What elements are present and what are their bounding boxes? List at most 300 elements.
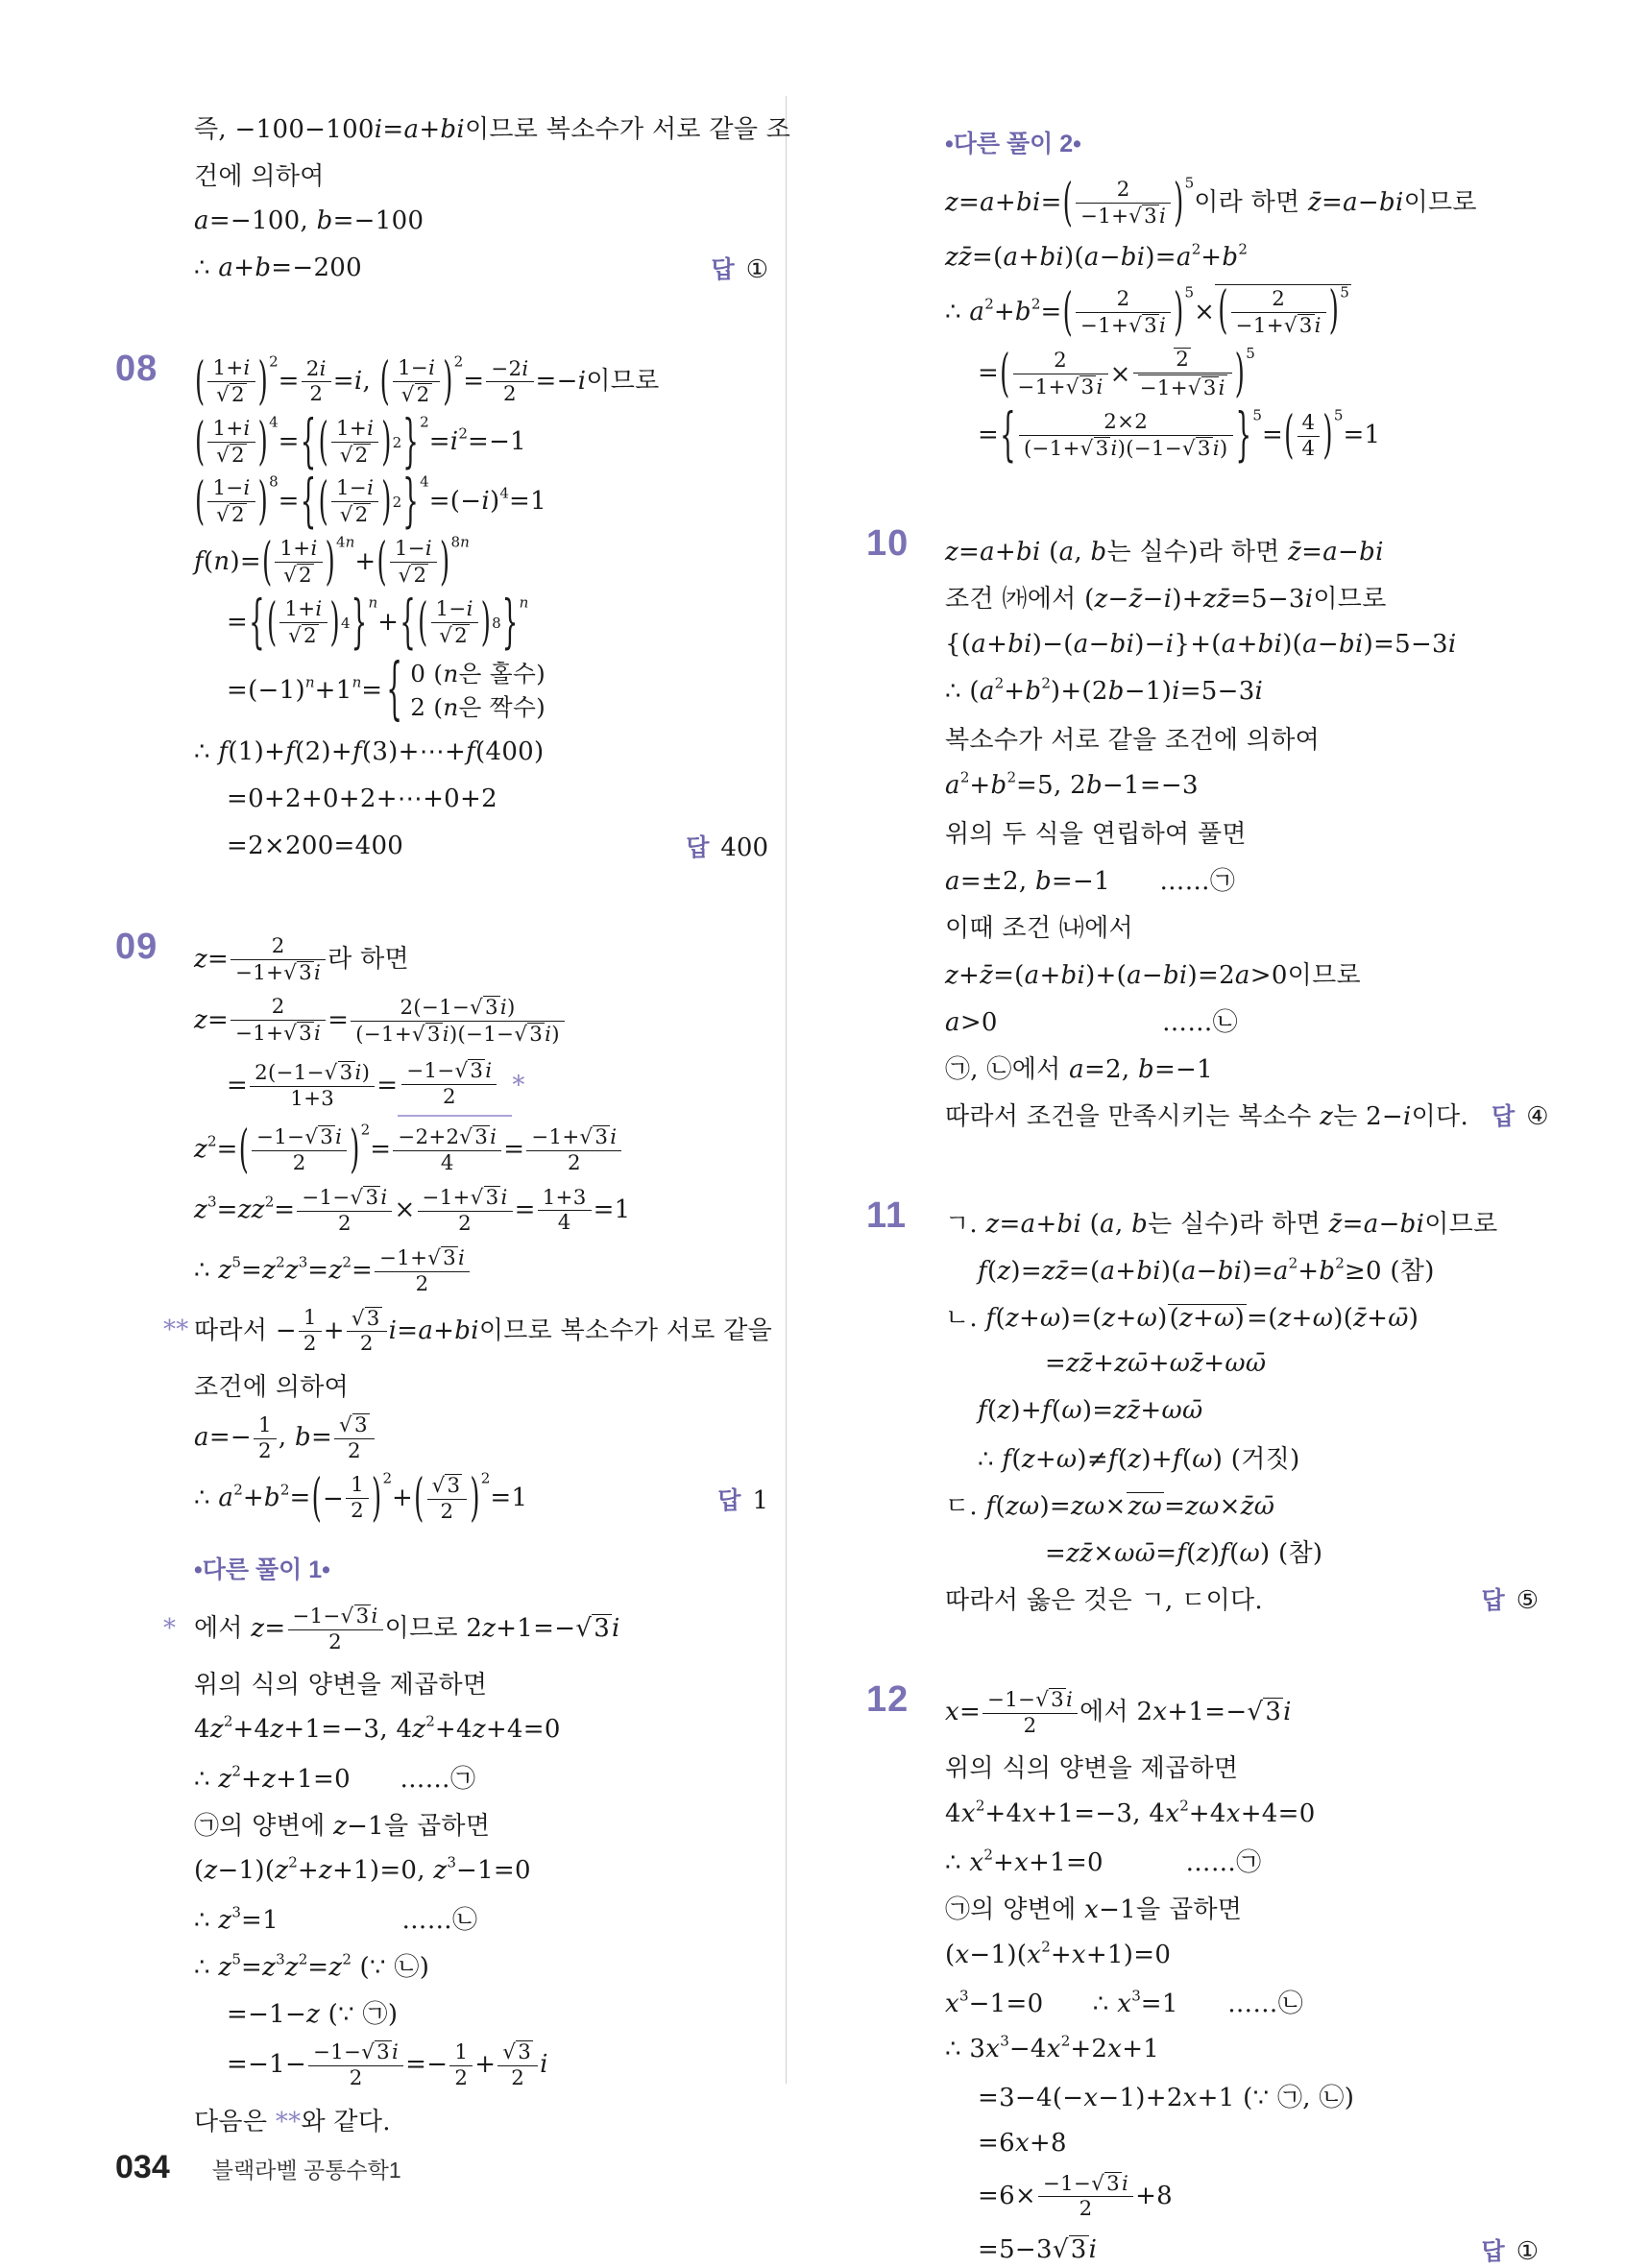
solution-line — [945, 174, 1539, 233]
overline: 3 — [594, 1613, 611, 1643]
solution-line — [945, 765, 1539, 806]
overline: 3 — [299, 961, 313, 986]
superscript: 2 — [994, 674, 1005, 692]
superscript: n — [304, 673, 315, 691]
solution-line — [194, 154, 768, 194]
superscript: 3 — [207, 1193, 217, 1211]
answer-label: 답 — [717, 1486, 741, 1514]
fraction: √3 2 — [427, 1474, 468, 1524]
math-expression: ∴ $x^2+x+1=0$ ……㉠ — [945, 1846, 1262, 1878]
fraction: $\frac{1+3}{4}$ — [538, 1187, 592, 1236]
superscript: 3 — [1131, 1987, 1141, 2005]
overline: 3 — [485, 995, 498, 1020]
overline: 2 — [354, 443, 369, 468]
overline: 3 — [594, 1125, 609, 1150]
solution-line — [194, 1121, 768, 1180]
fraction: 1−i √2 — [390, 538, 437, 588]
superscript: 2 — [1191, 240, 1201, 258]
solution-line — [945, 2029, 1539, 2069]
overline: 3 — [443, 1245, 457, 1270]
problem-number: 12 — [866, 1678, 910, 1720]
solution-line — [194, 1709, 768, 1749]
math-expression: 조건 ㈎에서 (z−z̄−i)+zz̄=5−3i이므로 — [945, 585, 1387, 615]
superscript: 4n — [336, 533, 355, 551]
math-expression: z= $\frac{2}{-1+√3i}$ = $\frac{2(-1-√3i)}{(-1+√3i)(-1-√3i)}$ — [194, 994, 567, 1049]
solution-line — [945, 1484, 1539, 1525]
solution-line — [945, 671, 1539, 712]
solution-line — [945, 624, 1539, 664]
fraction: $\frac{1}{2}$ — [299, 1307, 322, 1356]
math-expression: $f(z)=zz̄=(a+bi)(a-bi)=a^2+b^2\ge 0$ (참) — [978, 1255, 1435, 1287]
solution-line — [945, 1747, 1539, 1787]
solution-line — [194, 590, 768, 657]
solution-block — [866, 522, 1549, 1142]
math-expression: {(a+bi)−(a−bi)−i}+(a+bi)(a−bi)=5−3i — [945, 629, 1457, 659]
solution-line — [194, 933, 768, 987]
math-expression: ∴ $(a^2+b^2)+(2b-1)i=5-3i$ — [945, 674, 1264, 706]
brace-group: { ( 1+i √2 ) 4 } — [249, 590, 368, 657]
answer-label: 답 — [1481, 2238, 1505, 2266]
fraction: 2 −1+√3i — [1231, 288, 1326, 338]
fraction: $\frac{-1-√3i}{2}$ — [401, 1059, 497, 1109]
solution-line — [194, 248, 768, 288]
solution-line — [945, 1841, 1539, 1881]
problem-number-cell — [866, 100, 945, 470]
answer — [1459, 2232, 1539, 2267]
math-expression: =3−4(−x−1)+2x+1 (∵ ㉠, ㉡) — [978, 2084, 1355, 2113]
superscript: 2 — [1041, 1938, 1051, 1956]
math-expression: ㄴ. f(z+ω)=(z+ω)(z+ω)=(z+ω)(z̄+ω̄) — [945, 1304, 1419, 1334]
paren-group: ( 1−i √2 ) — [418, 592, 492, 653]
problem-number-cell — [115, 349, 194, 873]
solution-line — [945, 1048, 1539, 1088]
solution-line — [945, 1794, 1539, 1834]
solution-line — [194, 1055, 768, 1118]
fraction: 1+i √2 — [279, 598, 327, 648]
solution-block — [115, 349, 768, 873]
overline: 2 — [413, 564, 427, 589]
overline: 3 — [1095, 437, 1109, 462]
paren-group: ( 2 −1+√3i ) — [1218, 281, 1340, 341]
solution-line — [194, 651, 768, 730]
brace-group: { ( 1−i √2 ) 2 } — [300, 469, 420, 536]
math-expression: ㄷ. f(zω)=zω×zω=zω×z̄ω̄ — [945, 1492, 1275, 1522]
overline: 3 — [470, 1058, 484, 1083]
solution-line — [945, 1532, 1539, 1572]
paren-group: ( 1+i √2 ) — [195, 352, 269, 412]
superscript: 8n — [450, 533, 470, 551]
math-expression: =5−3√3i — [978, 2235, 1098, 2265]
solution-line — [945, 1095, 1549, 1135]
solution-body — [194, 100, 791, 295]
overline: 3 — [1106, 2171, 1120, 2196]
superscript: 2 — [264, 1193, 275, 1211]
solution-line — [945, 2076, 1539, 2116]
solution-body — [945, 1679, 1539, 2268]
fraction: $\frac{2}{-1+√3i}$ — [230, 996, 326, 1046]
math-expression: * 에서 z= $\frac{-1-√3i}{2}$ 이므로 2z+1=−√3i — [163, 1604, 620, 1654]
superscript: 4 — [499, 485, 509, 502]
paren-group: ( 1−i √2 ) — [195, 472, 269, 533]
solution-line — [945, 2230, 1539, 2268]
paren-group: ( 1−i √2 ) — [379, 352, 453, 412]
paren-group: ( 1+i √2 ) — [318, 412, 392, 472]
math-expression: = $\frac{2(-1-√3i)}{1+3}$ = $\frac{-1-√3i}{2}$ * — [227, 1055, 525, 1118]
problem-number-cell — [115, 100, 194, 295]
superscript: 2 — [1288, 1255, 1298, 1273]
fraction: $\frac{-1-√3i}{2}$ — [288, 1604, 383, 1654]
superscript: 2 — [269, 352, 279, 371]
superscript: 5 — [1184, 283, 1195, 302]
math-expression: ∴ $z^2+z+1=0$ ……㉠ — [194, 1762, 476, 1794]
solution-line — [194, 1244, 768, 1298]
math-expression: = { 2×2 (−1+√3i)(−1−√3i) } $^5$= ( 4 4 ) $^5$=1 — [978, 402, 1381, 470]
overline — [1215, 281, 1351, 341]
solution-body — [194, 349, 768, 873]
solution-line — [945, 1343, 1539, 1384]
math-expression: 즉, −100−100i=a+bi이므로 복소수가 서로 같을 조 — [194, 114, 791, 144]
solution-line — [194, 1662, 768, 1702]
answer-value: ⑤ — [1516, 1585, 1539, 1615]
solution-line — [945, 1202, 1539, 1243]
solution-body — [945, 1195, 1539, 1626]
answer — [1459, 1581, 1539, 1616]
fraction: $\frac{-1+√3i}{2}$ — [375, 1246, 470, 1296]
paren-group: ( 1+i √2 ) — [195, 412, 269, 472]
overline: (z+ω) — [1169, 1304, 1246, 1334]
answer-value: 1 — [752, 1485, 768, 1515]
solution-line — [945, 953, 1539, 994]
superscript: 2 — [1179, 1797, 1189, 1815]
math-expression: ∴ f(1)+f(2)+f(3)+⋯+f(400) — [194, 737, 545, 767]
superscript: 3 — [231, 1903, 242, 1921]
solution-body — [945, 100, 1539, 470]
overline: 2 — [299, 564, 312, 589]
answer-value: ① — [1516, 2237, 1539, 2267]
solution-line — [945, 1888, 1539, 1928]
math-expression: =6x+8 — [978, 2128, 1067, 2158]
answer-value: 400 — [720, 833, 768, 863]
solution-line — [194, 1850, 768, 1891]
problem-number: 11 — [866, 1194, 908, 1236]
math-expression: ( 1−i √2 ) $^8$= { ( 1−i √2 ) 2 } $^4=(-i)^4=1$ — [195, 469, 546, 536]
overline: 3 — [485, 1186, 499, 1211]
superscript: 2 — [279, 1481, 290, 1499]
math-expression: ∴ a+b=−200 — [194, 253, 362, 282]
fraction: $\frac{1}{2}$ — [254, 1414, 277, 1463]
math-expression: 이때 조건 ㈏에서 — [945, 914, 1133, 944]
overline: 2 — [231, 382, 245, 407]
solution-line — [194, 409, 768, 476]
math-expression: =−1− $\frac{-1-√3i}{2}$ =− $\frac{1}{2}$ + $\frac{√3}{2}$ i — [227, 2039, 548, 2091]
problem-number: 10 — [866, 522, 910, 564]
problem-number-cell — [866, 1195, 945, 1626]
math-expression: =zz̄×ωω̄=f(z)f(ω) (참) — [1045, 1539, 1323, 1569]
column-divider — [786, 96, 787, 2084]
solution-line — [945, 1249, 1539, 1290]
solution-line — [945, 1001, 1539, 1041]
fraction: 1 2 — [346, 1474, 369, 1523]
solution-block — [866, 1195, 1539, 1626]
math-expression: $=(-1)^n+1^n=$ { 0 (n은 홀수) 2 (n은 짝수) — [227, 651, 546, 730]
math-expression: ㄱ. z=a+bi (a, b는 실수)라 하면 z̄=a−bi이므로 — [945, 1210, 1498, 1240]
math-expression: $a^2+b^2=5$, 2b−1=−3 — [945, 768, 1199, 800]
superscript: n — [519, 593, 529, 612]
math-expression: 조건에 의하여 — [194, 1372, 350, 1402]
cases: { 0 (n은 홀수) 2 (n은 짝수) — [386, 651, 546, 730]
left-column — [115, 100, 791, 2200]
answer-value: ④ — [1526, 1101, 1549, 1131]
math-expression: 따라서 조건을 만족시키는 복소수 z는 2−i이다. — [945, 1102, 1469, 1132]
fraction: $\frac{-1-√3i}{2}$ — [308, 2040, 403, 2090]
math-expression: =6× $\frac{-1-√3i}{2}$ +8 — [978, 2171, 1174, 2222]
brace-group: { ( 1+i √2 ) 2 } — [300, 409, 420, 476]
answer-label: 답 — [1492, 1102, 1516, 1130]
fraction: 2 −1+√3i — [1076, 288, 1171, 338]
math-expression: ( 1+i √2 ) $^2$= $\frac{2i}{2}$ =i, ( 1−i √2 ) $^2$= $\frac{-2i}{2}$ =−i이므로 — [195, 352, 660, 412]
paren-group: ( 2 −1+√3i ) — [1062, 174, 1184, 233]
solution-line — [945, 346, 1539, 402]
fraction: $\frac{√3}{2}$ — [334, 1413, 375, 1463]
solution-line — [945, 859, 1539, 900]
problem-number-cell — [866, 523, 945, 1142]
overline: 2 — [1176, 348, 1190, 373]
superscript: 2 — [207, 1132, 217, 1150]
superscript: 2 — [342, 1253, 352, 1271]
superscript: 2 — [288, 1854, 298, 1872]
brace-group: { 2×2 (−1+√3i)(−1−√3i) } — [1000, 402, 1252, 470]
star-marker: ** — [275, 2107, 302, 2136]
fraction: $\frac{1}{2}$ — [449, 2041, 473, 2090]
right-column — [866, 100, 1549, 2268]
math-expression: 건에 의하여 — [194, 161, 325, 191]
solution-line — [163, 1603, 768, 1656]
math-expression: =0+2+0+2+⋯+0+2 — [227, 784, 497, 814]
alt-solution-heading: •다른 풀이 2• — [945, 131, 1081, 157]
superscript: 2 — [231, 1762, 242, 1780]
superscript: 8 — [269, 472, 279, 491]
superscript: 3 — [958, 1987, 969, 2005]
problem-number: 09 — [115, 927, 158, 968]
math-expression: z=a+bi= ( 2 −1+√3i ) $^5$이라 하면 z̄=a−bi이므로 — [945, 174, 1477, 233]
math-expression: 위의 식의 양변을 제곱하면 — [194, 1670, 488, 1700]
superscript: 5 — [231, 1253, 242, 1271]
solution-line — [945, 2170, 1539, 2224]
math-expression: 위의 두 식을 연립하여 풀면 — [945, 820, 1247, 850]
superscript: n — [368, 593, 378, 612]
paren-group: ( −1−√3i 2 ) — [238, 1121, 360, 1180]
math-expression: a=− $\frac{1}{2}$ , b= $\frac{√3}{2}$ — [194, 1411, 376, 1465]
fraction: 1+i √2 — [207, 357, 255, 407]
overline: 3 — [1080, 374, 1095, 399]
solution-block — [115, 927, 773, 2146]
solution-line — [194, 352, 768, 412]
solution-line — [945, 1579, 1539, 1619]
paren-group: ( 1−i √2 ) — [318, 472, 392, 533]
paren-group: ( 2 −1+√3i × 2 −1+√3i ) — [1000, 345, 1246, 404]
solution-line — [945, 577, 1539, 617]
paren-group: ( 4 4 ) — [1284, 406, 1333, 466]
solution-line — [945, 1437, 1539, 1478]
solution-line — [945, 402, 1539, 470]
overline: 2 — [416, 382, 430, 407]
overline: 3 — [339, 1061, 353, 1086]
math-expression: ∴ $z^5=z^3z^2=z^2$ (∵ ㉡) — [194, 1950, 430, 1982]
brace-group: { ( 1−i √2 ) 8 } — [400, 590, 519, 657]
alt-solution-heading: •다른 풀이 1• — [194, 1556, 330, 1583]
math-expression: ∴ $z^3=1$ ……㉡ — [194, 1903, 478, 1935]
star-marker: * — [512, 1071, 525, 1100]
fraction: 1−i √2 — [431, 598, 478, 648]
solution-line — [194, 779, 768, 819]
math-expression: z+z̄=(a+bi)+(a−bi)=2a>0이므로 — [945, 961, 1361, 991]
superscript: 4 — [420, 472, 429, 491]
math-expression: ∴ f(z+ω)≠f(z)+f(ω) (거짓) — [978, 1445, 1300, 1475]
superscript: 2 — [1060, 2032, 1071, 2050]
math-expression: = ( 2 −1+√3i × 2 −1+√3i ) $^5$ — [978, 345, 1255, 404]
answer — [694, 1482, 768, 1516]
superscript: 2 — [1238, 240, 1248, 258]
fraction: $\frac{√3}{2}$ — [347, 1307, 387, 1357]
fraction: $\frac{-1+√3i}{2}$ — [418, 1186, 513, 1236]
superscript: 2 — [984, 295, 994, 313]
overline: 3 — [1202, 376, 1217, 401]
problem-number-cell — [866, 1679, 945, 2268]
superscript: 2 — [342, 1950, 352, 1968]
math-expression: $z^2=$ ( −1−√3i 2 ) $^2$= $\frac{-2+2√3i}{4}$ = $\frac{-1+√3i}{2}$ — [194, 1123, 623, 1177]
math-expression: =2×200=400 — [227, 832, 404, 861]
overline: 3 — [447, 1473, 461, 1498]
solution-body — [945, 523, 1549, 1142]
fraction: $\frac{-1+√3i}{2}$ — [526, 1125, 621, 1175]
math-expression: 다음은 **와 같다. — [194, 2107, 391, 2136]
superscript: 2 — [420, 413, 429, 431]
solution-line — [945, 530, 1539, 570]
problem-number-cell — [115, 927, 194, 2146]
overline: 3 — [299, 1022, 313, 1047]
superscript: 5 — [1184, 174, 1195, 192]
overline: −1+√3i — [1139, 376, 1225, 401]
superscript: 2 — [959, 768, 970, 786]
starred-underline — [398, 1055, 512, 1118]
paren-group: ( 2 −1+√3i ) — [1062, 282, 1184, 343]
overline: 3 — [518, 2040, 532, 2065]
superscript: 3 — [1000, 2032, 1009, 2050]
overline: 2 — [231, 503, 245, 528]
fraction: 1−i √2 — [207, 477, 255, 527]
superscript: 2 — [425, 1713, 435, 1731]
answer — [663, 829, 768, 863]
paren-group: ( − 1 2 ) — [311, 1469, 382, 1529]
fraction: $\frac{-2+2√3i}{4}$ — [393, 1125, 501, 1175]
solution-body — [163, 927, 773, 2146]
superscript: 5 — [1246, 345, 1255, 363]
solution-line — [945, 237, 1539, 277]
superscript: 4 — [269, 413, 279, 431]
math-expression: $(z-1)(z^2+z+1)=0$, $z^3-1=0$ — [194, 1854, 531, 1886]
solution-line — [194, 1944, 768, 1985]
math-expression: ㉠의 양변에 z−1을 곱하면 — [194, 1811, 491, 1841]
solution-line — [194, 1184, 768, 1238]
page-number: 034 — [115, 2149, 170, 2185]
math-expression: a>0 ……㉡ — [945, 1008, 1238, 1038]
fraction — [1133, 348, 1232, 400]
superscript: 2 — [382, 1469, 393, 1487]
overline: 3 — [1051, 1687, 1064, 1712]
paren-group: ( 1−i √2 ) — [376, 533, 450, 592]
solution-line — [945, 812, 1539, 853]
solution-line — [194, 1803, 768, 1844]
fraction: $\frac{-1-√3i}{2}$ — [297, 1186, 392, 1236]
fraction: 2×2 (−1+√3i)(−1−√3i) — [1019, 411, 1233, 461]
superscript: 3 — [276, 1950, 285, 1968]
answer — [689, 251, 768, 285]
solution-line — [194, 732, 768, 772]
superscript: 3 — [298, 1253, 308, 1271]
overline: 3 — [353, 1413, 368, 1438]
math-expression: $4z^2+4z+1=-3$, $4z^2+4z+4=0$ — [194, 1713, 561, 1745]
solution-line — [194, 1897, 768, 1938]
math-expression: a=±2, b=−1 ……㉠ — [945, 867, 1236, 897]
overline: 3 — [376, 2040, 391, 2065]
superscript: n — [352, 673, 362, 691]
solution-line — [194, 994, 768, 1049]
superscript: 3 — [447, 1854, 456, 1872]
math-expression: ∴ $z^5=z^2z^3=z^2=$ $\frac{-1+√3i}{2}$ — [194, 1244, 472, 1298]
solution-line — [945, 1686, 1539, 1740]
math-expression: f(n)= ( 1+i √2 ) $^{4n}$+ ( 1−i √2 ) $^{8n}$ — [194, 533, 470, 592]
math-expression: ( 1+i √2 ) $^4$= { ( 1+i √2 ) 2 } $^2=i^2=-1$ — [195, 409, 527, 476]
fraction: $\frac{-1-√3i}{2}$ — [1038, 2172, 1133, 2222]
solution-line — [194, 533, 768, 592]
math-expression: $z^3=zz^2=$ $\frac{-1-√3i}{2}$ × $\frac{-1+√3i}{2}$ = $\frac{1+3}{4}$ =1 — [194, 1185, 631, 1236]
math-expression: a=−100, b=−100 — [194, 206, 424, 235]
overline: 3 — [1144, 313, 1157, 338]
solution-block — [866, 100, 1539, 470]
superscript: 2 — [983, 1846, 993, 1864]
overline: 2 — [231, 443, 245, 468]
superscript: 5 — [231, 1950, 242, 1968]
overline: 3 — [474, 1125, 489, 1150]
answer-label: 답 — [1481, 1586, 1505, 1614]
superscript: 2 — [1335, 1255, 1345, 1273]
answer-value: ① — [745, 255, 768, 284]
math-expression: $4x^2+4x+1=-3$, $4x^2+4x+4=0$ — [945, 1797, 1316, 1828]
math-expression: ㉠, ㉡에서 a=2, b=−1 — [945, 1055, 1213, 1085]
math-expression: = { ( 1+i √2 ) 4 } $^n$+ { ( 1−i √2 ) 8 } $^n$ — [227, 590, 529, 657]
superscript: 5 — [1333, 406, 1344, 424]
solution-line — [194, 1991, 768, 2032]
math-expression: $x^3-1=0$ ∴ $x^3=1$ ……㉡ — [945, 1987, 1303, 2019]
overline: 2 — [454, 623, 468, 648]
answer — [1468, 1098, 1548, 1132]
math-expression: $zz̄=(a+bi)(a-bi)=a^2+b^2$ — [945, 240, 1248, 272]
overline: 3 — [1298, 313, 1313, 338]
star-marker: ** — [163, 1315, 189, 1345]
fraction: 2 −1+√3i — [1076, 179, 1171, 229]
solution-line — [945, 1982, 1539, 2022]
math-expression: ∴ $a^2+b^2=$ ( 2 −1+√3i ) $^5$× ( 2 −1+√3i ) $^5$ — [945, 281, 1349, 343]
math-expression: z= $\frac{2}{-1+√3i}$ 라 하면 — [194, 934, 409, 986]
solution-line — [945, 2123, 1539, 2163]
math-expression: z=a+bi (a, b는 실수)라 하면 z̄=a−bi — [945, 538, 1384, 567]
solution-line — [194, 1411, 768, 1465]
solution-line — [945, 1390, 1539, 1431]
solution-block — [115, 100, 791, 295]
superscript: 2 — [453, 352, 464, 371]
superscript: 5 — [1340, 283, 1349, 302]
solution-line — [945, 718, 1539, 759]
